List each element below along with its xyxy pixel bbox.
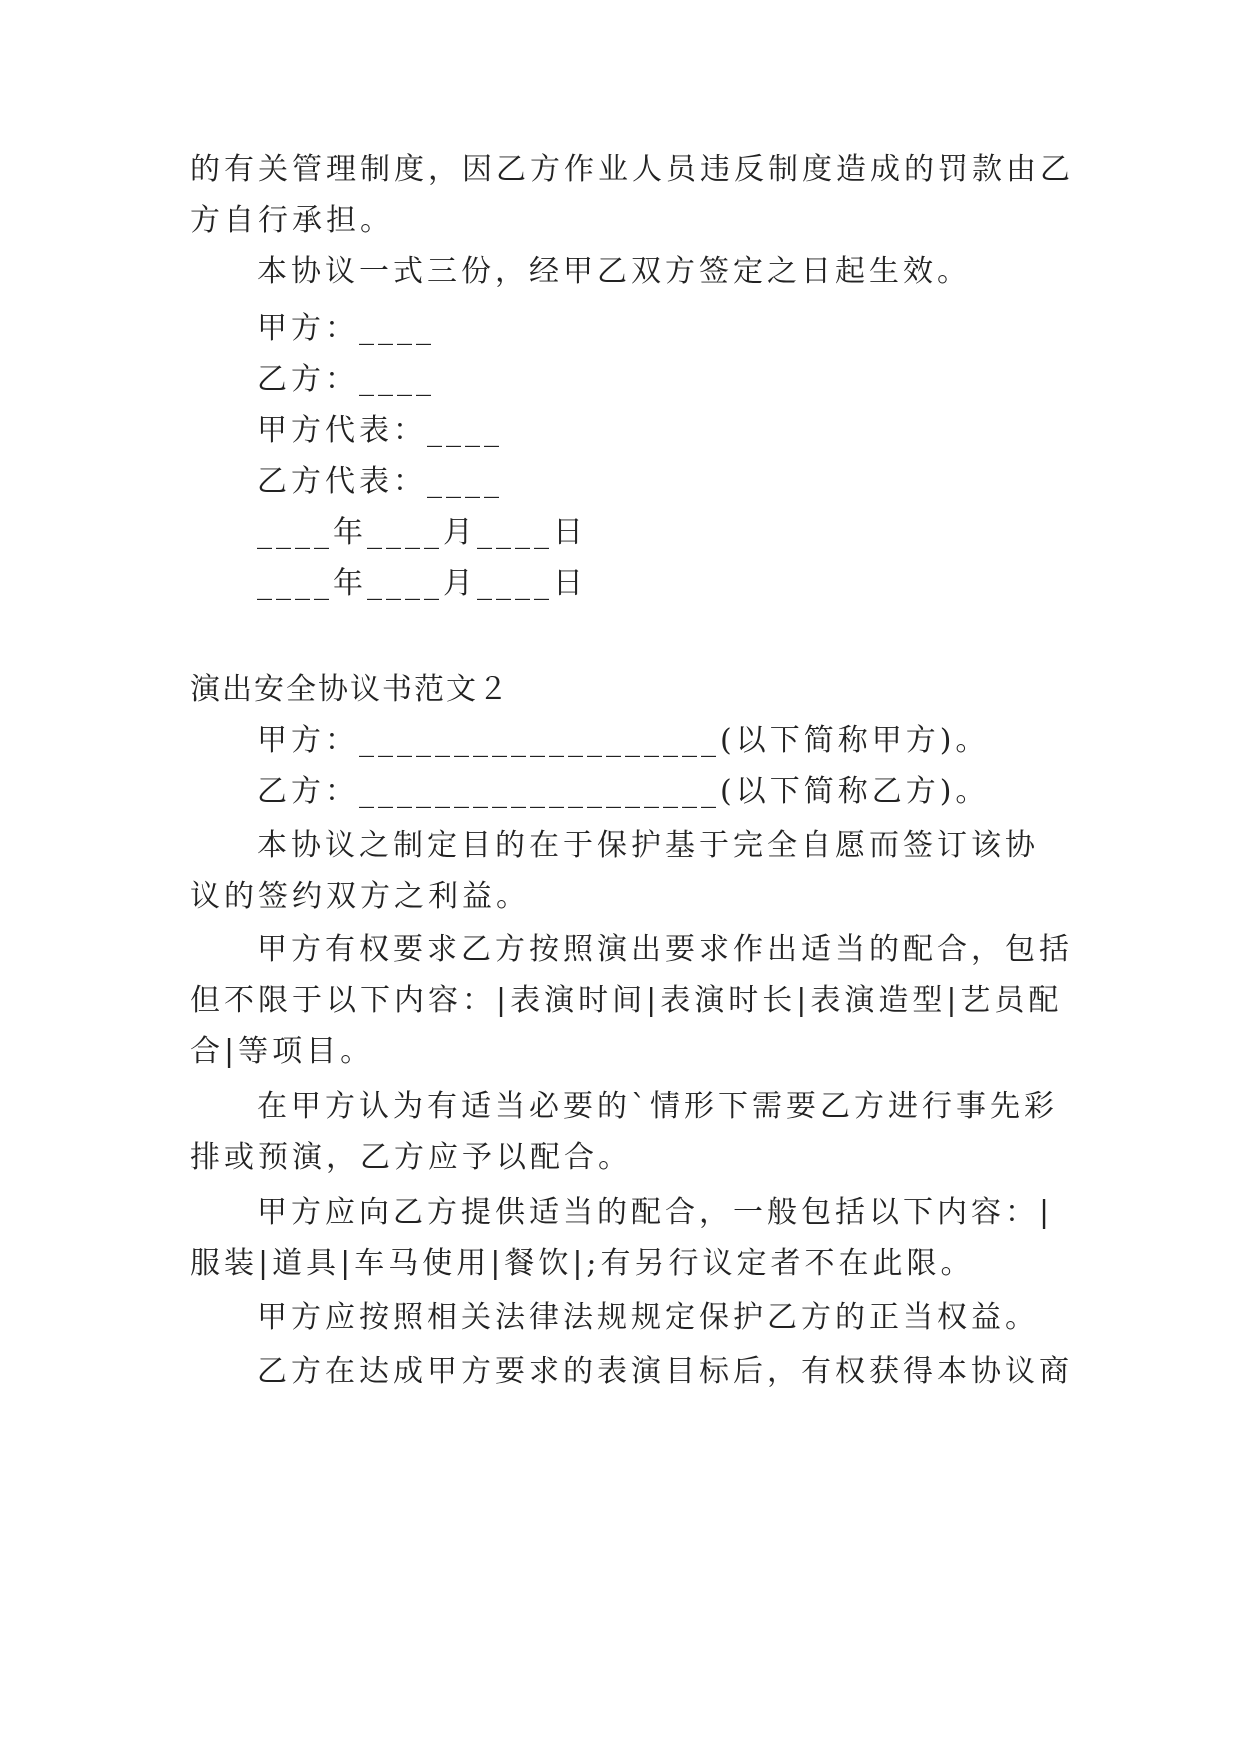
paragraph-line: 本协议一式三份，经甲乙双方签定之日起生效。 [257, 254, 971, 289]
paragraph-line: 甲方应向乙方提供适当的配合，一般包括以下内容：| [257, 1195, 1054, 1230]
paragraph-line: 在甲方认为有适当必要的`情形下需要乙方进行事先彩 [257, 1089, 1058, 1124]
signature-line-rep-a: 甲方代表：____ [257, 413, 503, 448]
paragraph-line: 排或预演，乙方应予以配合。 [190, 1140, 632, 1175]
paragraph-line: 甲方有权要求乙方按照演出要求作出适当的配合，包括 [257, 932, 1073, 967]
paragraph-line: 服装|道具|车马使用|餐饮|;有另行议定者不在此限。 [190, 1246, 975, 1281]
date-line: ____年____月____日 [257, 515, 587, 550]
signature-line-rep-b: 乙方代表：____ [257, 464, 503, 499]
date-line: ____年____月____日 [257, 566, 587, 601]
paragraph-line: 方自行承担。 [190, 203, 394, 238]
party-b-line: 乙方：___________________(以下简称乙方)。 [257, 774, 990, 809]
paragraph-line: 合|等项目。 [190, 1034, 375, 1069]
paragraph-line: 本协议之制定目的在于保护基于完全自愿而签订该协 [257, 828, 1039, 863]
paragraph-line: 议的签约双方之利益。 [190, 879, 530, 914]
paragraph-line: 甲方应按照相关法律法规规定保护乙方的正当权益。 [257, 1300, 1039, 1335]
signature-line-party-a: 甲方：____ [257, 311, 435, 346]
section-title: 演出安全协议书范文２ [190, 672, 510, 707]
party-a-line: 甲方：___________________(以下简称甲方)。 [257, 723, 990, 758]
paragraph-line: 的有关管理制度，因乙方作业人员违反制度造成的罚款由乙 [190, 152, 1074, 187]
paragraph-line: 乙方在达成甲方要求的表演目标后，有权获得本协议商 [257, 1354, 1073, 1389]
signature-line-party-b: 乙方：____ [257, 362, 435, 397]
paragraph-line: 但不限于以下内容：|表演时间|表演时长|表演造型|艺员配 [190, 983, 1063, 1018]
